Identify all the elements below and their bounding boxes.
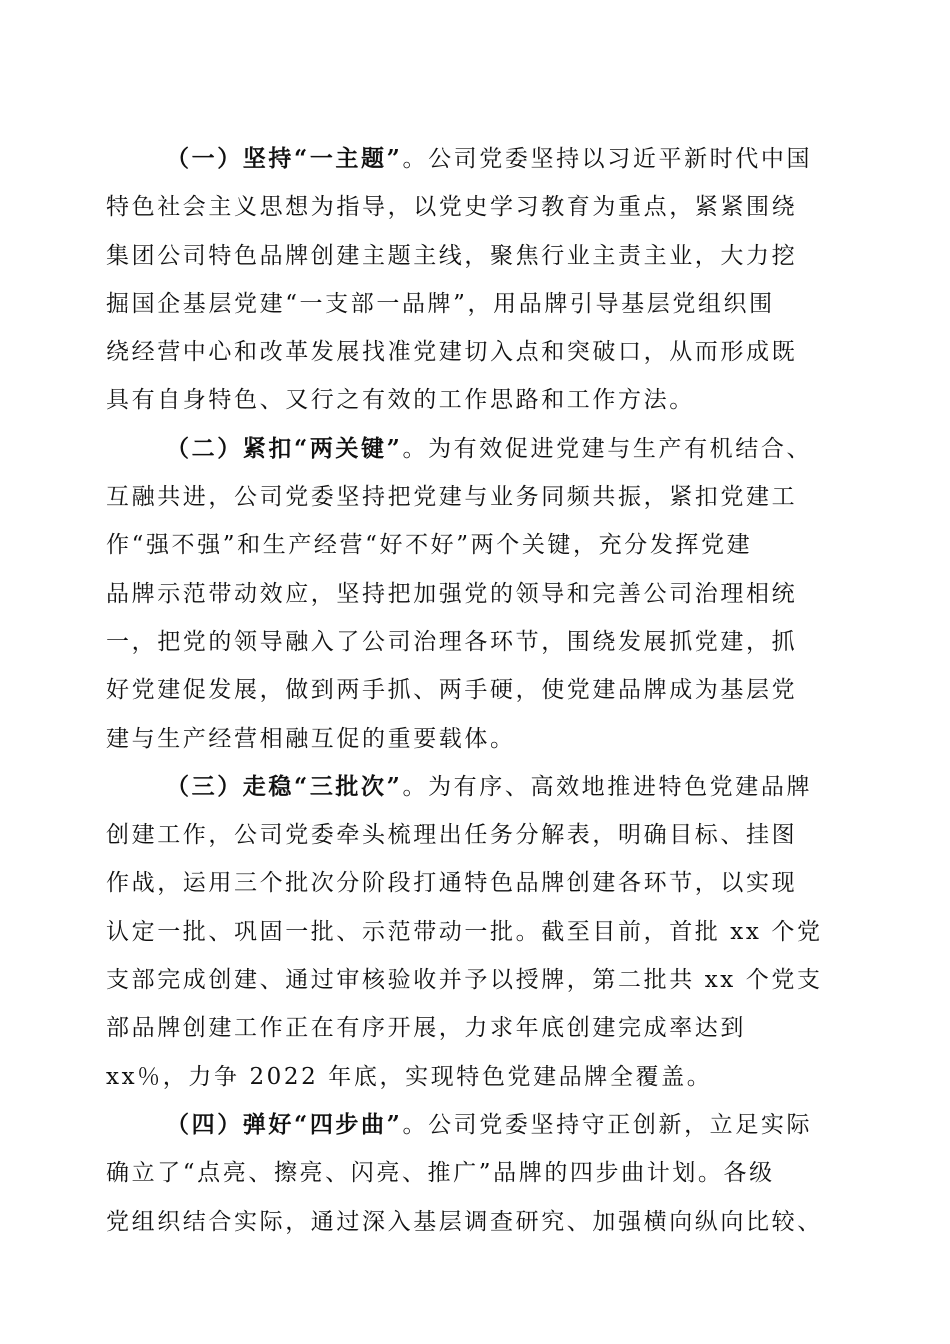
paragraph-line: 好党建促发展，做到两手抓、两手硬，使党建品牌成为基层党: [106, 677, 798, 704]
paragraph-line: 创建工作，公司党委牵头梳理出任务分解表，明确目标、挂图: [106, 822, 798, 849]
paragraph-line: 确立了“点亮、擦亮、闪亮、推广”品牌的四步曲计划。各级: [106, 1160, 775, 1187]
paragraph-line: 互融共进，公司党委坚持把党建与业务同频共振，紧扣党建工: [106, 484, 798, 511]
paragraph-heading: （一）坚持“一主题”: [166, 145, 403, 172]
paragraph-line: （四）弹好“四步曲”。公司党委坚持守正创新，立足实际: [166, 1110, 813, 1138]
paragraph-line: 党组织结合实际，通过深入基层调查研究、加强横向纵向比较、: [106, 1208, 823, 1235]
paragraph-line: 掘国企基层党建“一支部一品牌”，用品牌引导基层党组织围: [106, 290, 775, 317]
paragraph-heading: （四）弹好“四步曲”: [166, 1110, 403, 1138]
paragraph-line: 品牌示范带动效应，坚持把加强党的领导和完善公司治理相统: [106, 580, 798, 607]
paragraph-2: [106, 425, 836, 763]
paragraph-heading: （三）走稳“三批次”: [166, 772, 403, 800]
paragraph-line: 绕经营中心和改革发展找准党建切入点和突破口，从而形成既: [106, 339, 798, 366]
paragraph-line: 集团公司特色品牌创建主题主线，聚焦行业主责主业，大力挖: [106, 242, 798, 269]
paragraph-line: 作“强不强”和生产经营“好不好”两个关键，充分发挥党建: [106, 532, 753, 559]
paragraph-line: 一，把党的领导融入了公司治理各环节，围绕发展抓党建，抓: [106, 628, 798, 655]
paragraph-line: （一）坚持“一主题”。公司党委坚持以习近平新时代中国: [166, 145, 813, 172]
paragraph-line: （二）紧扣“两关键”。为有效促进党建与生产有机结合、: [166, 434, 813, 462]
paragraph-line: 支部完成创建、通过审核验收并予以授牌，第二批共 xx 个党支: [106, 967, 823, 994]
paragraph-line: 作战，运用三个批次分阶段打通特色品牌创建各环节，以实现: [106, 870, 798, 897]
paragraph-line: 特色社会主义思想为指导，以党史学习教育为重点，紧紧围绕: [106, 194, 798, 221]
paragraph-4: [106, 1101, 836, 1246]
paragraph-line: 认定一批、巩固一批、示范带动一批。截至目前，首批 xx 个党: [106, 918, 823, 945]
paragraph-line: 具有自身特色、又行之有效的工作思路和工作方法。: [106, 387, 695, 414]
paragraph-line: xx％，力争 2022 年底，实现特色党建品牌全覆盖。: [106, 1063, 713, 1090]
paragraph-1: [106, 135, 836, 425]
document-body: [106, 135, 836, 1246]
paragraph-heading: （二）紧扣“两关键”: [166, 434, 403, 462]
paragraph-line: （三）走稳“三批次”。为有序、高效地推进特色党建品牌: [166, 772, 813, 800]
paragraph-line: 建与生产经营相融互促的重要载体。: [106, 725, 516, 752]
paragraph-3: [106, 763, 836, 1101]
paragraph-line: 部品牌创建工作正在有序开展，力求年底创建完成率达到: [106, 1015, 746, 1042]
